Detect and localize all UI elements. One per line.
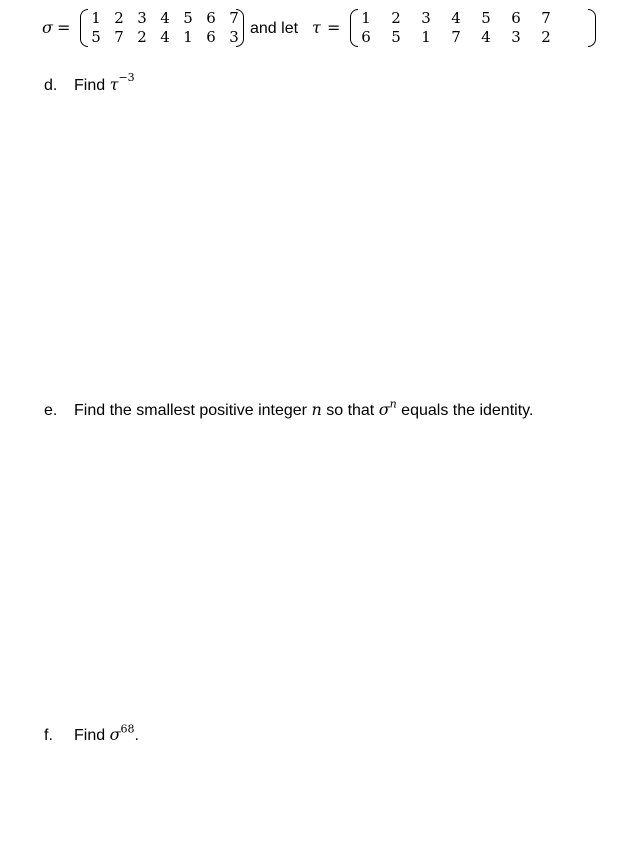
permutation-definitions — [42, 8, 622, 52]
tau-top-cell: 2 — [391, 9, 401, 27]
sigma-right-parenthesis — [236, 9, 244, 47]
tau-bottom-cell: 1 — [421, 28, 431, 46]
tau-equals-sign: = — [327, 18, 341, 37]
sigma-equals-sign: = — [57, 18, 71, 37]
sigma-symbol: σ — [42, 18, 53, 37]
part-e-text-after: equals the identity. — [401, 402, 534, 419]
part-d-text: Find — [74, 77, 106, 94]
tau-top-cell: 4 — [451, 9, 461, 27]
tau-top-cell: 1 — [361, 9, 371, 27]
tau-symbol: τ — [312, 18, 321, 37]
sigma-bottom-cell: 5 — [91, 28, 101, 46]
sigma-top-cell: 3 — [137, 9, 147, 27]
part-f-label: f. — [44, 727, 53, 744]
part-e-label: e. — [44, 402, 58, 419]
part-f-exponent: 68 — [120, 722, 135, 736]
part-d-tau-symbol: τ — [109, 75, 119, 94]
sigma-top-cell: 5 — [183, 9, 193, 27]
sigma-top-cell: 7 — [229, 9, 239, 27]
part-f-period: . — [134, 727, 139, 744]
tau-bottom-cell: 5 — [391, 28, 401, 46]
sigma-bottom-cell: 7 — [114, 28, 124, 46]
part-d-exponent: −3 — [118, 71, 135, 85]
sigma-top-cell: 1 — [91, 9, 101, 27]
part-e-variable-n: n — [311, 400, 322, 419]
tau-top-cell: 3 — [421, 9, 431, 27]
tau-right-parenthesis — [588, 9, 596, 47]
part-e-text-before: Find the smallest positive integer — [74, 402, 307, 419]
part-f-sigma-symbol: σ — [109, 725, 121, 744]
sigma-bottom-cell: 2 — [137, 28, 147, 46]
part-d — [44, 71, 135, 96]
part-f-text: Find — [74, 727, 106, 744]
tau-top-cell: 5 — [481, 9, 491, 27]
tau-permutation-matrix — [356, 9, 596, 47]
connector-text: and let — [250, 20, 299, 37]
sigma-permutation-matrix — [86, 9, 239, 47]
part-e-exponent: n — [389, 397, 397, 411]
sigma-top-cell: 4 — [160, 9, 170, 27]
part-e-sigma-symbol: σ — [378, 400, 390, 419]
part-d-label: d. — [44, 77, 58, 94]
sigma-bottom-cell: 4 — [160, 28, 170, 46]
tau-bottom-cell: 6 — [361, 28, 371, 46]
sigma-top-cell: 2 — [114, 9, 124, 27]
tau-top-cell: 6 — [511, 9, 521, 27]
part-e — [44, 397, 534, 421]
tau-bottom-cell: 7 — [451, 28, 461, 46]
sigma-bottom-cell: 6 — [206, 28, 216, 46]
part-e-text-middle: so that — [326, 402, 375, 419]
sigma-bottom-cell: 3 — [229, 28, 239, 46]
tau-bottom-cell: 2 — [541, 28, 551, 46]
sigma-top-cell: 6 — [206, 9, 216, 27]
sigma-bottom-cell: 1 — [183, 28, 193, 46]
tau-bottom-cell: 3 — [511, 28, 521, 46]
tau-bottom-cell: 4 — [481, 28, 491, 46]
part-f — [44, 722, 139, 746]
tau-top-cell: 7 — [541, 9, 551, 27]
